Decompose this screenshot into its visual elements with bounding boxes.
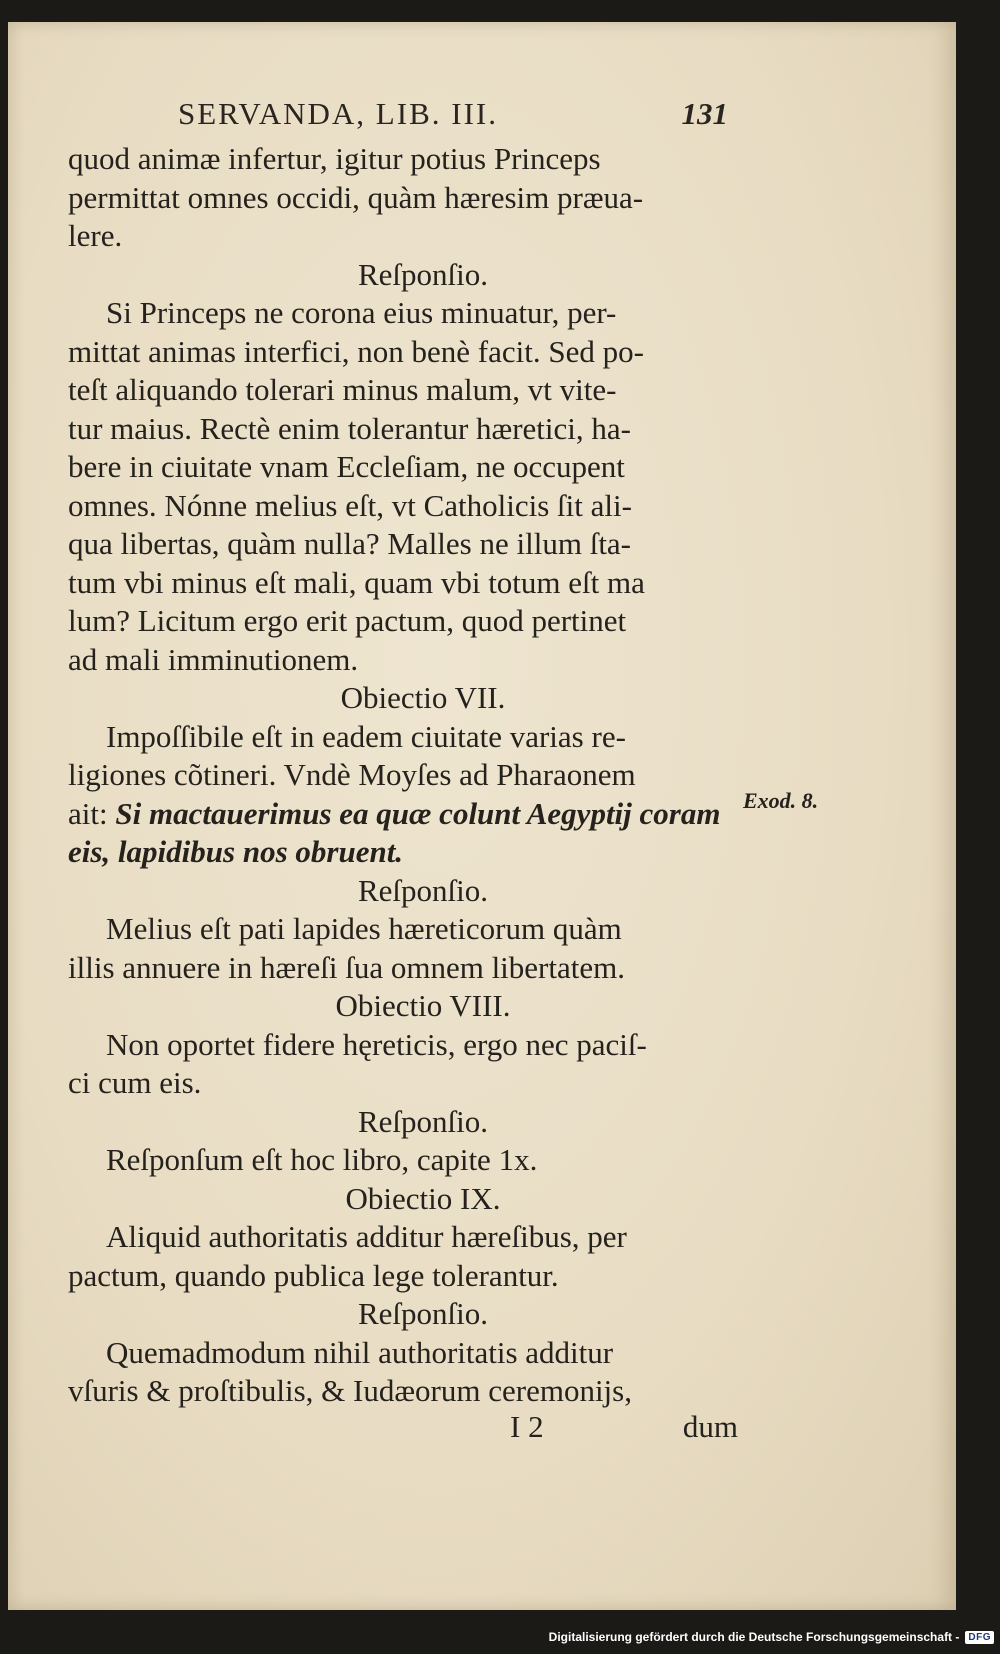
line-text: lum? Licitum ergo erit pactum, quod pertinet [68, 603, 627, 638]
line-text: Aliquid authoritatis additur hæreſibus, per [106, 1219, 627, 1254]
line-text: ad mali imminutionem. [68, 641, 359, 677]
line-text: Obiectio VIII. [335, 988, 511, 1023]
signature-mark: I 2 [510, 1409, 544, 1444]
text-line [68, 1064, 738, 1103]
line-text: omnes. Nónne melius eſt, vt Catholicis ſit ali- [68, 487, 632, 523]
text-line [68, 1334, 738, 1373]
line-text: qua libertas, quàm nulla? Malles ne illum ſta- [68, 526, 632, 561]
text-line [68, 256, 738, 295]
line-text: ligiones cõtineri. Vndè Moyſes ad Pharaonem [68, 757, 636, 792]
line-text: pactum, quando publica lege tolerantur. [68, 1257, 559, 1293]
catchline [68, 1409, 738, 1447]
text-line [68, 602, 738, 641]
line-text: tur maius. Rectè enim tolerantur hæretici, ha- [68, 410, 631, 446]
line-text: Melius eſt pati lapides hæreticorum quàm [106, 911, 622, 946]
line-text: mittat animas interfici, non benè facit. Sed po- [68, 333, 644, 369]
catchword: dum [682, 1409, 738, 1444]
text-line [68, 294, 738, 333]
marginal-note: Exod. 8. [743, 788, 819, 813]
text-line [68, 333, 738, 372]
text-line [68, 217, 738, 256]
text-line [68, 1372, 738, 1411]
line-text: tum vbi minus eſt mali, quam vbi totum eſt ma [68, 564, 645, 600]
line-text: Reſponſio. [357, 1296, 489, 1331]
line-text: illis annuere in hæreſi ſua omnem libertatem. [68, 949, 625, 985]
text-line [68, 833, 738, 872]
text-line [68, 1180, 738, 1219]
text-line [68, 1103, 738, 1142]
text-line [68, 910, 738, 949]
text-line [68, 718, 738, 757]
text-line [68, 641, 738, 680]
line-text: Quemadmodum nihil authoritatis additur [106, 1334, 614, 1370]
text-line [68, 140, 738, 179]
scripture-quote: Si mactauerimus ea quæ colunt Aegyptij coram [115, 795, 721, 831]
line-text: Reſponſio. [357, 1103, 489, 1139]
text-line [68, 410, 738, 449]
line-text: Impoſſibile eſt in eadem ciuitate varias re- [106, 718, 626, 754]
line-text: Non oportet fidere hęreticis, ergo nec paciſ- [106, 1026, 647, 1062]
body-text [68, 140, 738, 1411]
scripture-quote: eis, lapidibus nos obruent. [68, 834, 404, 869]
line-text: quod animæ infertur, igitur potius Princeps [68, 141, 601, 176]
text-line [68, 1026, 738, 1065]
line-text: Obiectio IX. [345, 1180, 501, 1216]
text-line [68, 564, 738, 603]
running-head [168, 96, 728, 140]
line-text: ait: [68, 795, 116, 831]
line-text: Reſponſio. [357, 872, 489, 908]
funding-credit: Digitalisierung gefördert durch die Deutsche Forschungsgemeinschaft - [548, 1630, 960, 1644]
dfg-logo-icon: DFG [965, 1631, 994, 1644]
line-text: permittat omnes occidi, quàm hæresim præua- [68, 179, 644, 215]
line-text: Obiectio VII. [340, 680, 506, 715]
line-text: lere. [68, 218, 123, 253]
line-text: Reſponſum eſt hoc libro, capite 1x. [106, 1142, 538, 1177]
line-text: ci cum eis. [68, 1065, 202, 1100]
page-number: 131 [681, 96, 728, 131]
text-line [68, 987, 738, 1026]
line-text: Si Princeps ne corona eius minuatur, per- [106, 295, 617, 330]
text-line [68, 872, 738, 911]
text-line [68, 525, 738, 564]
digitization-footer [549, 1626, 994, 1648]
text-line [68, 795, 738, 834]
line-text: vſuris & proſtibulis, & Iudæorum ceremonijs, [68, 1373, 632, 1408]
text-line [68, 679, 738, 718]
text-line [68, 371, 738, 410]
text-line [68, 1295, 738, 1334]
line-text: teſt aliquando tolerari minus malum, vt vite- [68, 372, 617, 407]
line-text: bere in ciuitate vnam Eccleſiam, ne occupent [68, 449, 625, 484]
text-line [68, 949, 738, 988]
text-line [68, 1257, 738, 1296]
text-line [68, 448, 738, 487]
text-line [68, 756, 738, 795]
text-line [68, 1141, 738, 1180]
text-line [68, 487, 738, 526]
running-title: SERVANDA, LIB. III. [178, 96, 498, 131]
book-page [8, 22, 956, 1610]
text-line [68, 179, 738, 218]
text-line [68, 1218, 738, 1257]
line-text: Reſponſio. [357, 256, 489, 292]
